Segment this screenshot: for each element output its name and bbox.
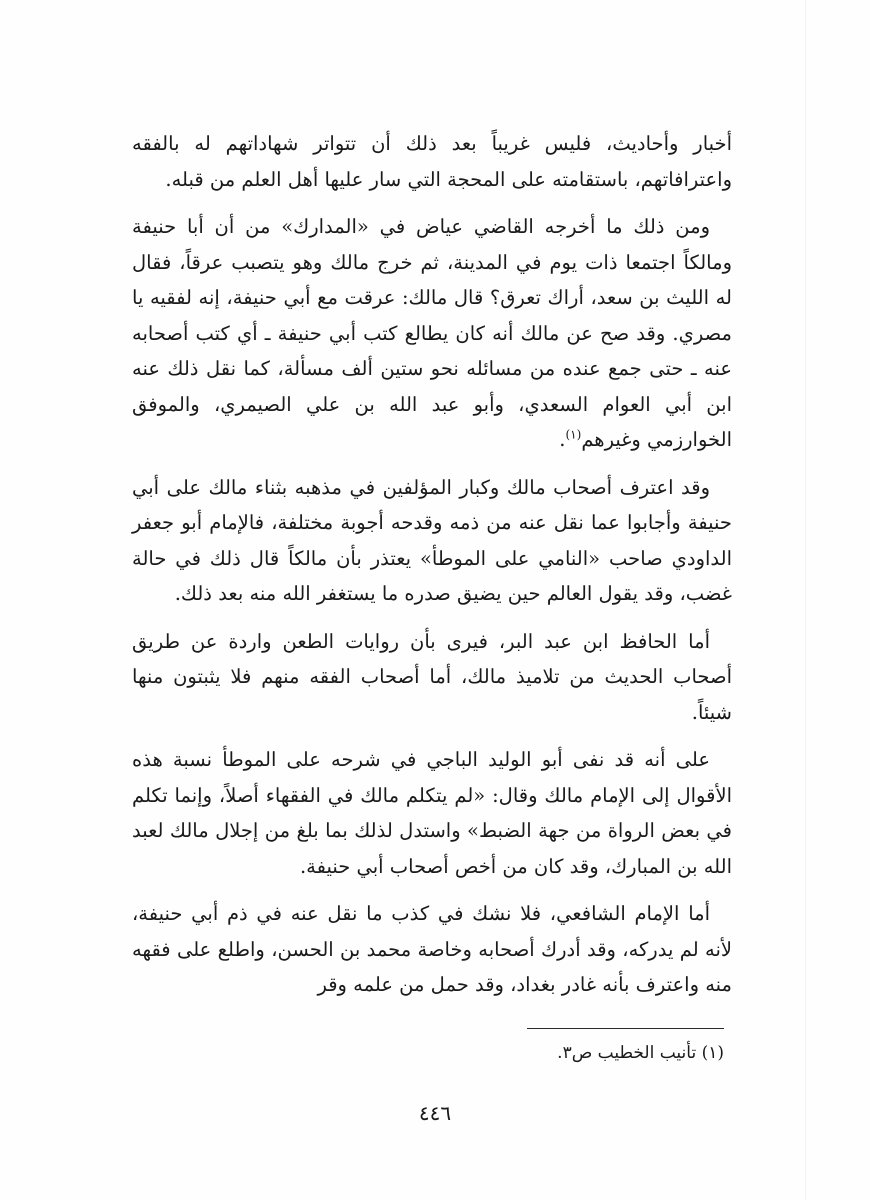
paragraph-5: على أنه قد نفى أبو الوليد الباجي في شرحه على الموطأ نسبة هذه الأقوال إلى الإمام مالك وقال: «لم يتكلم مالك في الفقهاء أصلاً، وإنما تكلم في بعض الرواة من جهة الضبط» واستدل لذلك بما بلغ من إجلال مالك لعبد الله بن المبارك، وقد كان من أخص أصحاب أبي حنيفة. [132, 748, 732, 878]
page-number: ٤٤٦ [418, 1101, 452, 1125]
footnote-divider [527, 1028, 724, 1029]
paragraph-2 [132, 209, 732, 458]
paragraph-1: أخبار وأحاديث، فليس غريباً بعد ذلك أن تتواتر شهاداتهم له بالفقه واعترافاتهم، باستقامته على المحجة التي سار عليها أهل العلم من قبله. [132, 132, 732, 191]
paragraph-3: وقد اعترف أصحاب مالك وكبار المؤلفين في مذهبه بثناء مالك على أبي حنيفة وأجابوا عما نقل عنه من ذمه وقدحه أجوبة مختلفة، فالإمام أبو جعفر الداودي صاحب «النامي على الموطأ» يعتذر بأن مالكاً قال ذلك في حالة غضب، وقد يقول العالم حين يضيق صدره ما يستغفر الله منه بعد ذلك. [132, 475, 732, 605]
footnote: (١) تأنيب الخطيب ص٣. [557, 1043, 724, 1063]
paragraph-6: أما الإمام الشافعي، فلا نشك في كذب ما نقل عنه في ذم أبي حنيفة، لأنه لم يدركه، وقد أدرك أصحابه وخاصة محمد بن الحسن، واطلع على فقهه منه واعترف بأنه غادر بغداد، وقد حمل من علمه وقر [132, 902, 732, 996]
paragraph-2-end: . [559, 428, 566, 451]
paragraph-2-text: ومن ذلك ما أخرجه القاضي عياض في «المدارك» من أن أبا حنيفة ومالكاً اجتمعا ذات يوم في المدينة، ثم خرج مالك وهو يتصبب عرقاً، فقال له الليث بن سعد، أراك تعرق؟ قال مالك: عرقت مع أبي حنيفة، إنه لفقيه يا مصري. وقد صح عن مالك أنه كان يطالع كتب أبي حنيفة ـ أي كتب أصحابه عنه ـ حتى جمع عنده من مسائله نحو ستين ألف مسألة، كما نقل ذلك عنه ابن أبي العوام السعدي، وأبو عبد الله بن علي الصيمري، والموفق الخوارزمي وغيرهم [132, 215, 732, 451]
page-edge-shadow [805, 0, 806, 1200]
paragraph-4: أما الحافظ ابن عبد البر، فيرى بأن روايات الطعن واردة عن طريق أصحاب الحديث من تلاميذ مالك، أما أصحاب الفقه منهم فلا يثبتون منها شيئاً. [132, 629, 732, 724]
main-text [132, 126, 732, 1015]
footnote-marker[interactable]: (١) [565, 427, 582, 442]
